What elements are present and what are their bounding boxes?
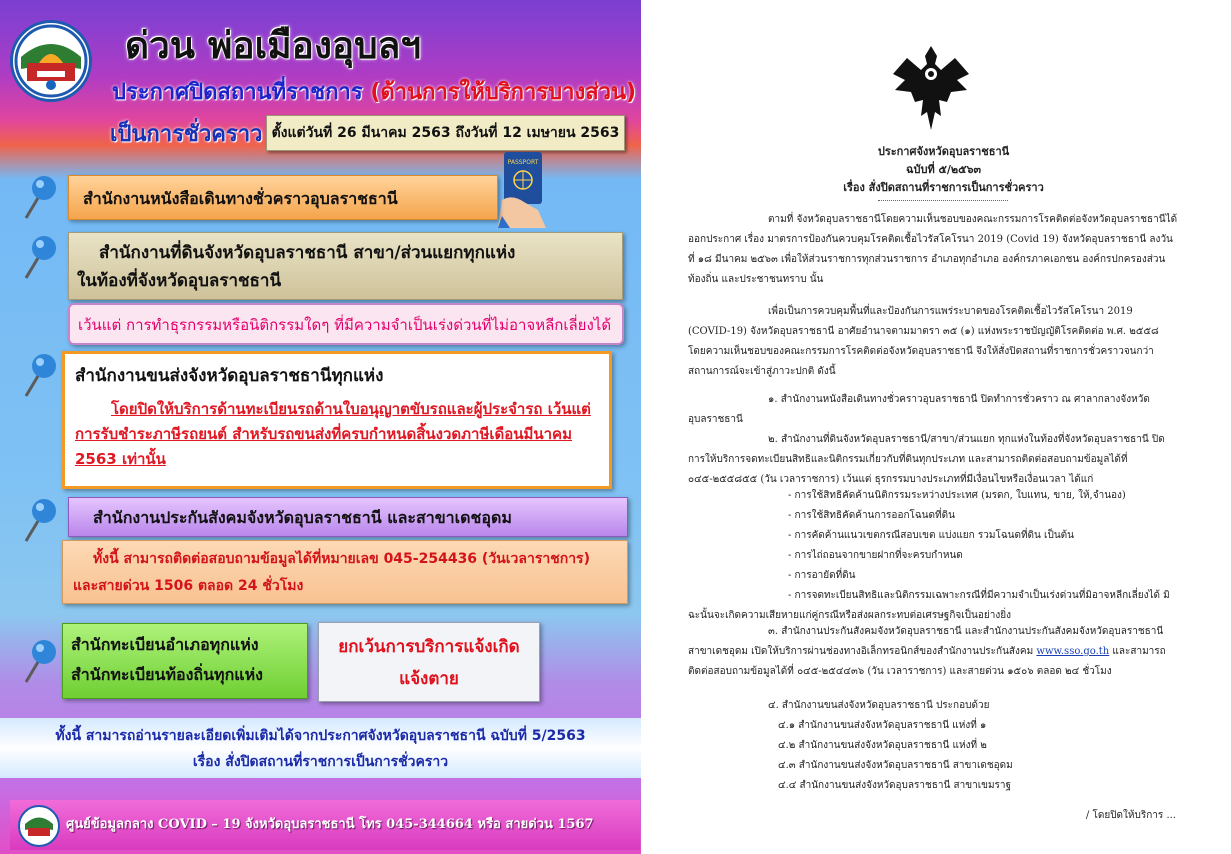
provincial-seal-icon — [10, 20, 92, 102]
subtitle-paren: (ด้านการให้บริการบางส่วน) — [370, 80, 637, 105]
item4-heading: ๔. สำนักงานขนส่งจังหวัดอุบลราชธานี ประกอบด้วย — [768, 700, 990, 711]
continued-note: / โดยปิดให้บริการ ... — [1085, 810, 1176, 821]
temporary-label: เป็นการชั่วคราว — [110, 122, 263, 147]
item-transport-title: สำนักงานขนส่งจังหวัดอุบลราชธานีทุกแห่ง — [75, 366, 384, 386]
divider — [878, 200, 1008, 201]
pin-icon — [20, 350, 60, 400]
list-item: ๔.๔ สำนักงานขนส่งจังหวัดอุบลราชธานี สาขาเขมราฐ — [778, 780, 1012, 791]
footnote — [0, 718, 641, 778]
item3-text-b: และสามารถติดต่อสอบถามข้อมูลได้ที่ ๐๔๕-๒๕๔๔๓๖ (วัน เวลาราชการ) และสายด่วน ๑๕๐๖ ตลอด ๒๔ ชั่วโมง — [688, 646, 1166, 677]
page-title: ด่วน พ่อเมืองอุบลฯ — [125, 24, 422, 67]
sub-item-list — [788, 486, 1178, 586]
list-item: - การใช้สิทธิคัดค้านนิติกรรมระหว่างประเทศ (มรดก, ใบแทน, ขาย, ให้,จำนอง) — [788, 490, 1126, 501]
item-registration-note-line2: แจ้งตาย — [399, 669, 459, 689]
subtitle-main: ประกาศปิดสถานที่ราชการ — [112, 80, 371, 105]
provincial-seal-icon — [18, 805, 60, 847]
pin-icon — [20, 232, 60, 282]
footnote-line2: เรื่อง สั่งปิดสถานที่ราชการเป็นการชั่วคราว — [192, 754, 449, 770]
pin-icon — [20, 636, 60, 686]
item-registration-offices — [62, 623, 308, 699]
passport-icon — [498, 150, 550, 228]
sso-website-link[interactable]: www.sso.go.th — [1036, 646, 1110, 657]
item-social-security-note: ทั้งนี้ สามารถติดต่อสอบถามข้อมูลได้ที่หมายเลข 045-254436 (วันเวลาราชการ) และสายด่วน 1506 ตลอด 24 ชั่วโมง — [62, 540, 628, 604]
contact-text: ศูนย์ข้อมูลกลาง COVID – 19 จังหวัดอุบลราชธานี โทร 045-344664 หรือ สายด่วน 1567 — [66, 817, 594, 832]
garuda-emblem-icon — [891, 40, 971, 132]
subtitle — [112, 74, 636, 109]
contact-bar — [10, 800, 640, 850]
item-social-security: สำนักงานประกันสังคมจังหวัดอุบลราชธานี และสาขาเดชอุดม — [68, 497, 628, 537]
paragraph-item2: ๒. สำนักงานที่ดินจังหวัดอุบลราชธานี/สาขา/ส่วนแยก ทุกแห่งในท้องที่จังหวัดอุบลราชธานี ปิดการให้บริการจดทะเบียนสิทธิและนิติกรรมเกี่ยวกับที่ดินทุกประเภท และสามารถติดต่อสอบถามข้อมูลได้ที่ ๐๔๕-๒๕๕๘๕๕ (วัน เวลาราชการ) เว้นแต่ ธุรกรรมบางประเภทที่มีเงื่อนไขหรือเงื่อนเวลา ได้แก่ — [688, 434, 1165, 485]
paragraph-item4 — [768, 696, 1178, 796]
paragraph-2: เพื่อเป็นการควบคุมพื้นที่และป้องกันการแพร่ระบาดของโรคติดเชื้อไวรัสโคโรนา 2019 (COVID-19) จังหวัดอุบลราชธานี อาศัยอำนาจตามมาตรา ๓๕ (๑) แห่งพระราชบัญญัติโรคติดต่อ พ.ศ. ๒๕๕๘ โดยความเห็นชอบของคณะกรรมการโรคติดต่อจังหวัดอุบลราชธานี จึงให้สั่งปิดสถานที่ราชการชั่วคราวจนกว่าสถานการณ์จะเข้าสู่ภาวะปกติ ดังนี้ — [688, 306, 1159, 377]
item-transport-office — [62, 351, 612, 489]
date-range: ตั้งแต่วันที่ 26 มีนาคม 2563 ถึงวันที่ 12 เมษายน 2563 — [266, 115, 625, 151]
item-land-office-line1: สำนักงานที่ดินจังหวัดอุบลราชธานี สาขา/ส่วนแยกทุกแห่ง — [99, 243, 516, 263]
list-item: ๔.๒ สำนักงานขนส่งจังหวัดอุบลราชธานี แห่งที่ ๒ — [778, 740, 987, 751]
document-subject: เรื่อง สั่งปิดสถานที่ราชการเป็นการชั่วคราว — [843, 181, 1044, 194]
item-land-office-note: เว้นแต่ การทำธุรกรรมหรือนิติกรรมใดๆ ที่มีความจำเป็นเร่งด่วนที่ไม่อาจหลีกเลี่ยงได้ — [68, 303, 624, 345]
pin-icon — [20, 495, 60, 545]
pin-icon — [20, 172, 60, 222]
list-item: - การจดทะเบียนสิทธิและนิติกรรมเฉพาะกรณีที่มีความจำเป็นเร่งด่วนที่มิอาจหลีกเลี่ยงได้ มิฉะนั้นจะเกิดความเสียหายแก่คู่กรณีหรือส่งผลกระทบต่อเศรษฐกิจเป็นอย่างยิ่ง — [688, 590, 1170, 621]
list-item: ๔.๓ สำนักงานขนส่งจังหวัดอุบลราชธานี สาขาเดชอุดม — [778, 760, 1013, 771]
official-announcement-document — [656, 0, 1231, 854]
list-item: - การใช้สิทธิคัดค้านการออกโฉนดที่ดิน — [788, 510, 955, 521]
item-registration-line2: สำนักทะเบียนท้องถิ่นทุกแห่ง — [71, 665, 263, 684]
item-transport-body: โดยปิดให้บริการด้านทะเบียนรถด้านใบอนุญาตขับรถและผู้ประจำรถ เว้นแต่ การรับชำระภาษีรถยนต์ สำหรับรถขนส่งที่ครบกำหนดสิ้นงวดภาษีเดือนมีนาคม 2563 เท่านั้น — [75, 400, 591, 468]
item3-text-a: ๓. สำนักงานประกันสังคมจังหวัดอุบลราชธานี และสำนักงานประกันสังคมจังหวัดอุบลราชธานี สาขาเดชอุดม เปิดให้บริการผ่านช่องทางอิเล็กทรอนิกส์ของสำนักงานประกันสังคม — [688, 626, 1164, 657]
paragraph-1: ตามที่ จังหวัดอุบลราชธานีโดยความเห็นชอบของคณะกรรมการโรคติดต่อจังหวัดอุบลราชธานีได้ออกประกาศ เรื่อง มาตรการป้องกันควบคุมโรคติดเชื้อไวรัสโคโรนา 2019 (Covid 19) จังหวัดอุบลราชธานี ลงวันที่ ๑๘ มีนาคม ๒๕๖๓ เพื่อให้ส่วนราชการทุกส่วนราชการ อำเภอทุกอำเภอ องค์กรภาคเอกชน องค์กรปกครองส่วนท้องถิ่น และประชาชนทราบ นั้น — [688, 214, 1178, 285]
list-item: ๔.๑ สำนักงานขนส่งจังหวัดอุบลราชธานี แห่งที่ ๑ — [778, 720, 987, 731]
item-land-office-line2: ในท้องที่จังหวัดอุบลราชธานี — [77, 271, 282, 291]
list-item: - การคัดค้านแนวเขตกรณีสอบเขต แบ่งแยก รวมโฉนดที่ดิน เป็นต้น — [788, 530, 1074, 541]
item-registration-note-line1: ยกเว้นการบริการแจ้งเกิด — [338, 637, 520, 657]
document-number: ฉบับที่ ๕/๒๕๖๓ — [906, 163, 981, 176]
paragraph-item1: ๑. สำนักงานหนังสือเดินทางชั่วคราวอุบลราชธานี ปิดทำการชั่วคราว ณ ศาลากลางจังหวัดอุบลราชธานี — [688, 394, 1150, 425]
paragraph-item3 — [688, 622, 1178, 682]
list-item: - การอายัดที่ดิน — [788, 570, 856, 581]
document-heading: ประกาศจังหวัดอุบลราชธานี — [877, 145, 1010, 158]
item-registration-line1: สำนักทะเบียนอำเภอทุกแห่ง — [71, 635, 259, 654]
list-item: - การไถ่ถอนจากขายฝากที่จะครบกำหนด — [788, 550, 963, 561]
footnote-line1: ทั้งนี้ สามารถอ่านรายละเอียดเพิ่มเติมได้จากประกาศจังหวัดอุบลราชธานี ฉบับที่ 5/2563 — [55, 728, 586, 744]
item-land-office — [68, 232, 623, 300]
passport-label: PASSPORT — [507, 159, 539, 166]
item-registration-note — [318, 622, 540, 702]
item-passport-office: สำนักงานหนังสือเดินทางชั่วคราวอุบลราชธานี — [68, 175, 498, 220]
